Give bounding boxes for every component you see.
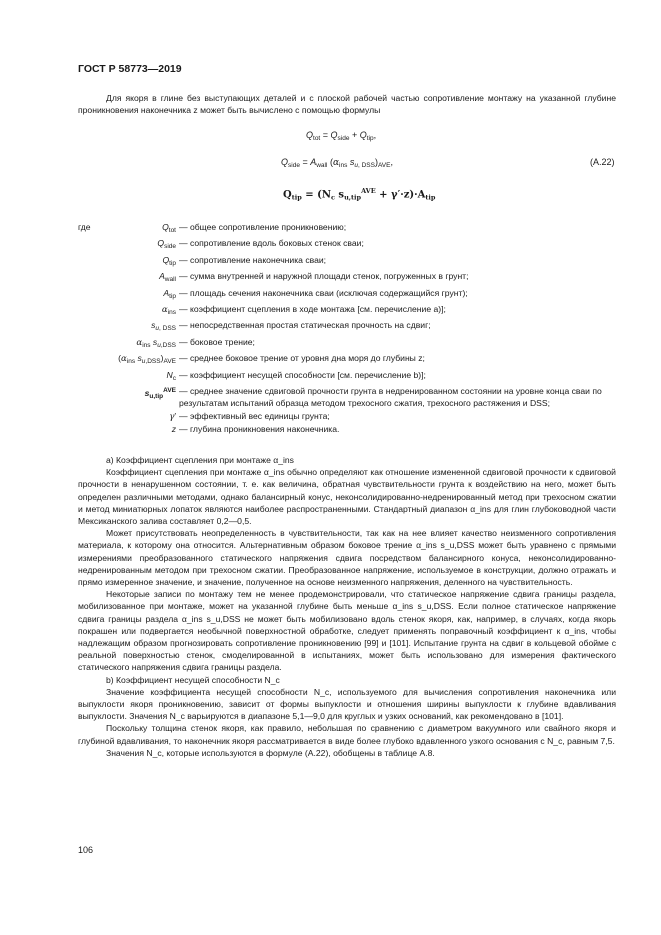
legend-row [78,287,616,303]
paragraph: Может присутствовать неопределенность в чувствительности, так как на нее влияет качество неизменного сопротивления материала, к которому она относится. Альтернативным образом боковое трение α_ins s_u,DSS может быть уравнено с прямыми измерениями преобразованного статического напряжения сдвига посредством балансирного конуса, неконсолидированно-недренированным методом при трехосном сжатии. Преобразованное напряжение, используемое в конструкции, должно отражать и прямо измеренное значение, и значение, полученное на основе неизменного напряжения, деленного на чувствительность. [78,528,616,588]
legend-desc: — среднее значение сдвиговой прочности грунта в недренированном состоянии на уровне конца сваи по результатам испытаний образца методом трехосного сжатия, трехосного растяжения и DSS; [179,386,602,409]
legend-row [78,237,616,253]
formula-q-tip: $Q_{tip} = (N_c$ $s_{u,tip}^{AVE} + \gamma'\cdot z)\cdot A_{tip}$ [283,187,436,202]
legend-desc: — сумма внутренней и наружной площади стенок, погруженных в грунт; [179,271,469,282]
legend-row [78,270,616,286]
paragraph: Некоторые записи по монтажу тем не менее продемонстрировали, что статическое напряжение сдвига границы раздела, мобилизованное при монтаже, может на указанной глубине быть меньше α_ins s_u,DSS. Если полное статическое напряжение сдвига границы раздела α_ins s_u,DSS не может быть мобилизовано вдоль стенок якоря, как, например, в случаях, когда якорь покрашен или подвергается необычной поверхностной обработке, следует применять поправочный коэффициент к α_ins, чтобы надлежащим образом прогнозировать сопротивление проникновению [99] и [101]. Испытание грунта на сдвиг в кольцевой обойме с реальной поверхностью стенок, смоделированной в испытаниях, может быть использовано для измерения фактического статического напряжения сдвига границы раздела. [78,589,616,673]
legend-desc: — площадь сечения наконечника сваи (исключая содержащийся грунт); [179,287,468,298]
paragraph: Значение коэффициента несущей способности N_c, используемого для вычисления сопротивления наконечника или выпуклости якоря проникновению, зависит от формы выпуклости и отношения ширины выпуклости к глубине вдавливания выпуклости. Значения N_c варьируются в диапазоне 5,1—9,0 для круглых и узких оснований, как рекомендовано в [101]. [78,686,616,722]
legend-desc: — среднее боковое трение от уровня дна моря до глубины z; [179,353,425,364]
legend-row [78,221,616,237]
legend-symbol: $\alpha_{ins}$ $s_{u,DSS}$ [136,336,176,349]
legend-desc: — сопротивление вдоль боковых стенок сваи; [179,238,364,249]
legend-symbol: z [171,424,176,435]
formula-q-side: $Q_{side} = A_{wall}$ ($\alpha_{ins}$ $s_{u, DSS})_{AVE}$, [281,157,393,169]
legend-symbol: $s_{u,tip}^{AVE}$ [144,387,176,400]
legend-symbol: $A_{tip}$ [163,287,176,300]
intro-paragraph [78,92,616,116]
section-b-title: b) Коэффициент несущей способности N_c [106,674,280,685]
symbol-legend [78,221,616,436]
legend-symbol: ($\alpha_{ins}$ $s_{u,DSS})_{AVE}$ [118,353,176,366]
intro-text: Для якоря в глине без выступающих деталей и с плоской рабочей частью сопротивление монтажу на указанной глубине проникновения наконечника z может быть вычислено с помощью формулы [78,93,616,116]
legend-row [78,319,616,335]
legend-desc: — сопротивление наконечника сваи; [179,254,327,265]
legend-desc: — боковое трение; [179,336,255,347]
legend-symbol: $Q_{tot}$ [162,222,176,234]
legend-desc: — глубина проникновения наконечника. [179,424,340,435]
legend-symbol: $N_c$ [166,369,176,382]
legend-row [78,385,616,410]
section-a-title: а) Коэффициент сцепления при монтаже α_ins [106,455,294,465]
legend-desc: — эффективный вес единицы грунта; [179,410,330,421]
legend-desc: — общее сопротивление проникновению; [179,222,347,232]
paragraph: Поскольку толщина стенок якоря, как правило, небольшая по сравнению с диаметром вакуумного или свайного якоря и глубиной вдавливания, то наконечник якоря рассматривается в виде более глубоко вдавленного узкого основания с N_c, равным 7,5. [78,723,616,746]
page-number: 106 [78,845,94,855]
legend-row [78,352,616,368]
legend-desc: — коэффициент несущей способности [см. перечисление b)]; [179,369,426,380]
legend-row [78,254,616,270]
legend-symbol: $\alpha_{ins}$ [161,305,176,317]
equation-number: (А.22) [590,157,615,167]
legend-desc: — коэффициент сцепления в ходе монтажа [см. перечисление а)]; [179,304,446,315]
legend-symbol: γ′ [169,410,176,422]
legend-row [78,423,616,435]
where-label: где [78,222,91,232]
legend-symbol: $Q_{tip}$ [162,254,176,267]
body-text [78,454,616,759]
document-header: ГОСТ Р 58773—2019 [78,63,182,75]
legend-symbol: $A_{wall}$ [159,271,176,284]
paragraph: Коэффициент сцепления при монтаже α_ins обычно определяют как отношение измененной сдвиговой прочности к сдвиговой прочности в ненарушенном состоянии, т. е. как величина, обратная чувствительности грунта к воздействию на него, может быть определен различными методами, однако балансирный конус, неконсолидированно-недренированный метод при трехосном сжатии и метод миниатюрных лопаток являются наиболее распространенными. Стандартный диапазон α_ins для глин глубоководной части Мексиканского залива составляет 0,2—0,5. [78,467,616,527]
legend-row [78,336,616,352]
legend-desc: — непосредственная простая статическая прочность на сдвиг; [179,320,431,331]
legend-row [78,369,616,385]
paragraph: Значения N_c, которые используются в формуле (А.22), обобщены в таблице А.8. [106,747,435,758]
formula-q-tot: $Q_{tot} = Q_{side} + Q_{tip}$, [306,130,377,142]
legend-row [78,303,616,319]
legend-row [78,410,616,423]
legend-symbol: $Q_{side}$ [157,238,176,251]
legend-symbol: $s_{u, DSS}$ [151,320,176,333]
